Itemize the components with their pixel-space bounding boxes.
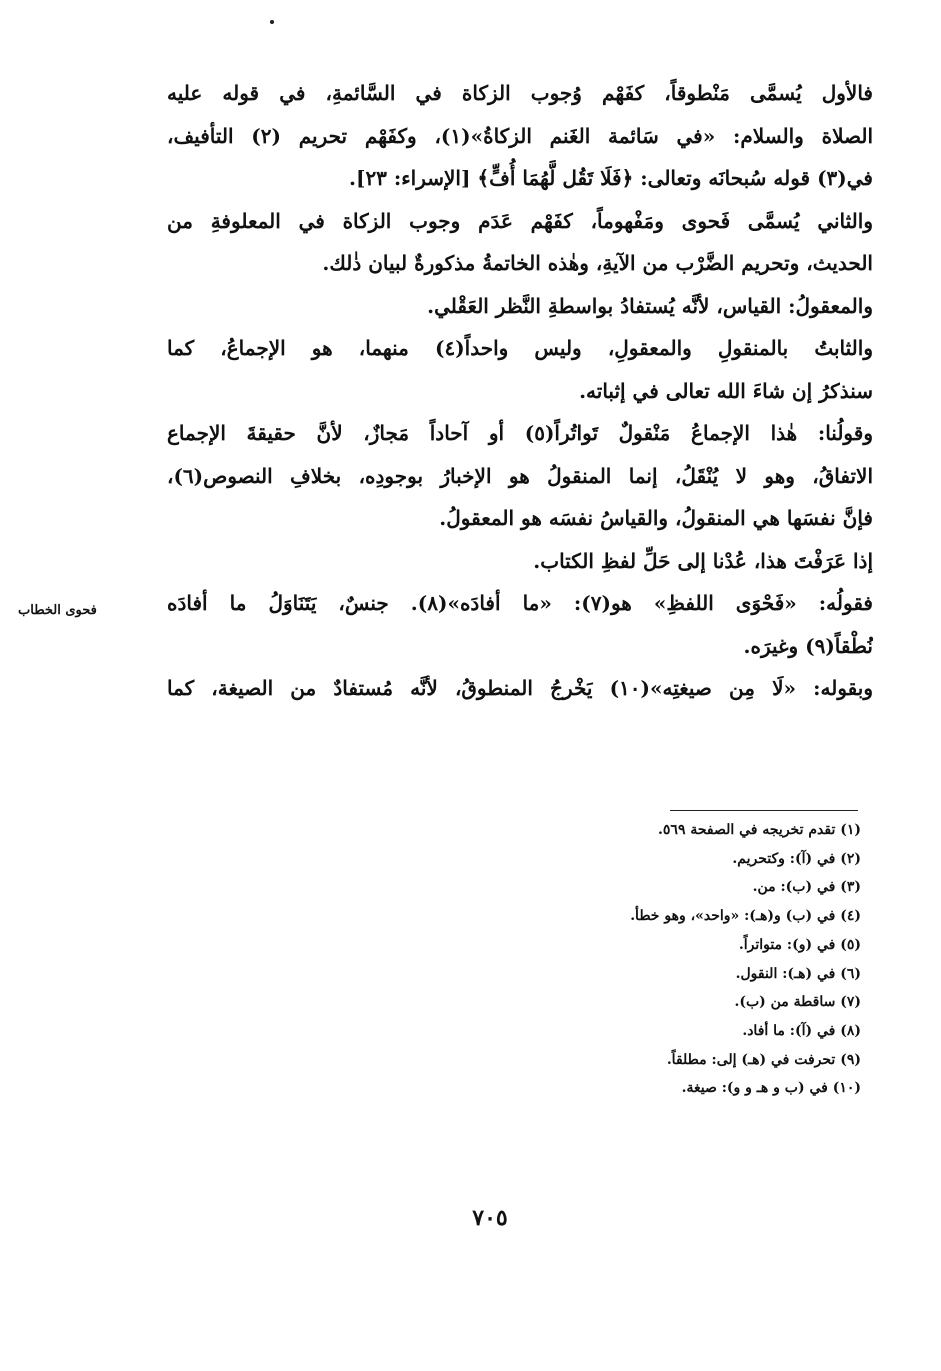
margin-note: فحوى الخطاب — [18, 603, 97, 618]
text-line: نُطْقاً(٩) وغيرَه. — [743, 633, 873, 658]
footnote: (٥) في (و): متواتراً. — [738, 936, 861, 953]
text-line: فقولُه: «فَحْوَى اللفظِ» هو(٧): «ما أفادَه»(٨). جنسٌ، يَتَنَاوَلُ ما أفادَه — [167, 591, 873, 615]
footnotes — [461, 816, 861, 1103]
text-line: الحديث، وتحريم الضَّرْب من الآيةِ، وهٰذه الخاتمةُ مذكورةٌ لبيان ذٰلك. — [322, 251, 873, 275]
page-number: ٧٠٥ — [472, 1205, 508, 1231]
footnote: (٧) ساقطة من (ب). — [734, 994, 861, 1011]
text-line: والثابتُ بالمنقولِ والمعقولِ، وليس واحداً(٤) منهما، هو الإجماعُ، كما — [167, 336, 873, 360]
footnote: (١٠) في (ب و هـ و و): صيغة. — [681, 1080, 861, 1097]
footnote: (٨) في (آ): ما أفاد. — [742, 1022, 861, 1039]
footnote: (٦) في (هـ): النقول. — [735, 965, 861, 982]
text-line: الاتفاقُ، وهو لا يُنْقَلُ، إنما المنقولُ هو الإخبارُ بوجودِه، بخلافِ النصوص(٦)، — [167, 463, 873, 488]
text-line: الصلاة والسلام: «في سَائمة الغَنم الزكاةُ»(١)، وكفَهْم تحريم (٢) التأفيف، — [167, 123, 873, 148]
main-text-body — [167, 72, 873, 710]
footnote: (٣) في (ب): من. — [752, 879, 861, 896]
text-line: والمعقولُ: القياس، لأنَّه يُستفادُ بواسطةِ النَّظر العَقْلي. — [427, 293, 873, 318]
text-line: سنذكرُ إن شاءَ الله تعالى في إثباته. — [579, 378, 873, 403]
footnote: (٢) في (آ): وكتحريم. — [732, 850, 861, 867]
text-line: فالأول يُسمَّى مَنْطوقاً، كفَهْم وُجوب الزكاة في السَّائمةِ، في قوله عليه — [167, 81, 873, 105]
text-line: والثاني يُسمَّى فَحوى ومَفْهوماً، كفَهْم عَدَم وجوب الزكاة في المعلوفةِ من — [167, 208, 873, 233]
footnote: (١) تقدم تخريجه في الصفحة ٥٦٩. — [658, 822, 861, 838]
footnote-divider — [670, 810, 858, 811]
text-line: في(٣) قوله سُبحانَه وتعالى: ﴿فَلَا تَقُل لَّهُمَا أُفٍّ﴾ [الإسراء: ٢٣]. — [349, 166, 873, 190]
footnote: (٩) تحرفت في (هـ) إلى: مطلقاً. — [666, 1051, 861, 1068]
ink-dot — [270, 20, 274, 24]
text-line: فإنَّ نفسَها هي المنقولُ، والقياسُ نفسَه هو المعقولُ. — [439, 506, 873, 530]
footnote: (٤) في (ب) و(هـ): «واحد»، وهو خطأ. — [630, 908, 861, 925]
text-line: وبقوله: «لَا مِن صيغتِه»(١٠) يَخْرجُ المنطوقُ، لأنَّه مُستفادٌ من الصيغة، كما — [167, 676, 873, 700]
text-line: إذا عَرَفْتَ هذا، عُدْنا إلى حَلِّ لفظِ الكتاب. — [533, 548, 873, 573]
text-line: وقولُنا: هٰذا الإجماعُ مَنْقولٌ تَواتُراً(٥) أو آحاداً مَجازٌ، لأنَّ حقيقةَ الإجماع — [167, 421, 873, 445]
